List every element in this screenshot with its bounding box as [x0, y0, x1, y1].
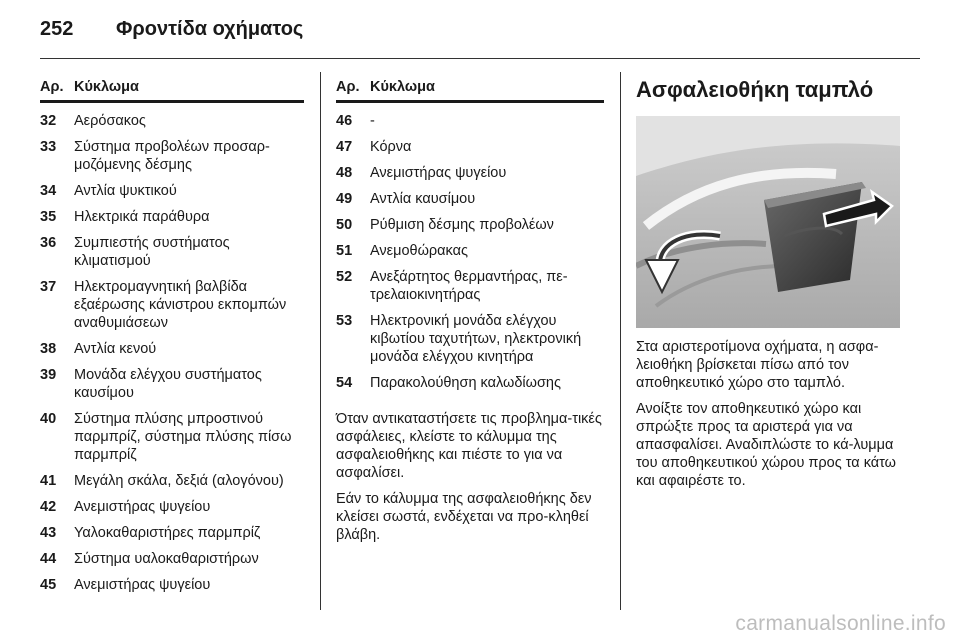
table-row: [336, 374, 604, 392]
watermark: carmanualsonline.info: [735, 612, 946, 635]
fuse-circuit: Αερόσακος: [74, 113, 146, 129]
fuse-number: 37: [40, 279, 57, 295]
column-right: [636, 78, 900, 498]
fuse-number: 48: [336, 165, 353, 181]
body-paragraph: Ανοίξτε τον αποθηκευτικό χώρο και σπρώξτε προς τα αριστερά για να απασφαλίσει. Αναδιπλώστε το κά-λυμμα του αποθηκευτικού χώρου προς τα κάτω και αφαιρέστε το.: [636, 401, 896, 489]
fuse-table-right: [336, 112, 604, 392]
fuse-circuit: Παρακολούθηση καλωδίωσης: [370, 375, 561, 391]
table-row: [40, 112, 304, 130]
table-row: [40, 410, 304, 464]
section-title: Ασφαλειοθήκη ταμπλό: [636, 77, 874, 102]
fuse-number: 53: [336, 313, 353, 329]
body-paragraph: Εάν το κάλυμμα της ασφαλειοθήκης δεν κλείσει σωστά, ενδέχεται να προ-κληθεί βλάβη.: [336, 491, 592, 543]
fuse-circuit: Ανεξάρτητος θερμαντήρας, πε-τρελαιοκινητήρας: [370, 269, 568, 303]
col-header-number: Αρ.: [40, 79, 64, 95]
fuse-table-header-right: [336, 78, 604, 103]
table-row: [40, 340, 304, 358]
fuse-circuit: Ανεμιστήρας ψυγείου: [74, 499, 211, 515]
fuse-circuit: -: [370, 113, 375, 129]
fuse-circuit: Συμπιεστής συστήματος κλιματισμού: [74, 235, 230, 269]
fuse-number: 43: [40, 525, 57, 541]
fuse-number: 35: [40, 209, 57, 225]
fuse-number: 52: [336, 269, 353, 285]
fuse-circuit: Ηλεκτρικά παράθυρα: [74, 209, 210, 225]
fuse-circuit: Σύστημα υαλοκαθαριστήρων: [74, 551, 259, 567]
table-row: [40, 472, 304, 490]
fuse-number: 33: [40, 139, 57, 155]
table-row: [40, 234, 304, 270]
fuse-number: 47: [336, 139, 353, 155]
header-divider: [40, 58, 920, 59]
fuse-circuit: Σύστημα προβολέων προσαρ-μοζόμενης δέσμης: [74, 139, 270, 173]
fuse-table-header-left: [40, 78, 304, 103]
table-row: [40, 576, 304, 594]
fuse-number: 42: [40, 499, 57, 515]
fuse-number: 39: [40, 367, 57, 383]
table-row: [336, 242, 604, 260]
fuse-number: 54: [336, 375, 353, 391]
fuse-number: 51: [336, 243, 353, 259]
fuse-box-photo: [636, 116, 900, 328]
table-row: [40, 138, 304, 174]
fuse-number: 34: [40, 183, 57, 199]
table-row: [40, 278, 304, 332]
fuse-circuit: Μεγάλη σκάλα, δεξιά (αλογόνου): [74, 473, 284, 489]
column-divider-2: [620, 72, 621, 610]
fuse-number: 46: [336, 113, 353, 129]
table-row: [336, 312, 604, 366]
fuse-number: 36: [40, 235, 57, 251]
body-paragraph: Στα αριστεροτίμονα οχήματα, η ασφα-λειοθήκη βρίσκεται πίσω από τον αποθηκευτικό χώρο στο ταμπλό.: [636, 339, 879, 391]
page-number: 252: [40, 18, 74, 40]
fuse-number: 40: [40, 411, 57, 427]
column-left: [40, 78, 304, 602]
fuse-circuit: Ανεμιστήρας ψυγείου: [370, 165, 507, 181]
fuse-number: 49: [336, 191, 353, 207]
table-row: [40, 550, 304, 568]
fuse-circuit: Υαλοκαθαριστήρες παρμπρίζ: [74, 525, 261, 541]
table-row: [336, 216, 604, 234]
fuse-circuit: Αντλία καυσίμου: [370, 191, 476, 207]
fuse-circuit: Σύστημα πλύσης μπροστινού παρμπρίζ, σύστημα πλύσης πίσω παρμπρίζ: [74, 411, 292, 463]
fuse-circuit: Ανεμοθώρακας: [370, 243, 469, 259]
fuse-number: 32: [40, 113, 57, 129]
table-row: [40, 182, 304, 200]
fuse-circuit: Ρύθμιση δέσμης προβολέων: [370, 217, 554, 233]
fuse-number: 44: [40, 551, 57, 567]
fuse-number: 41: [40, 473, 57, 489]
table-row: [336, 164, 604, 182]
fuse-circuit: Αντλία ψυκτικού: [74, 183, 177, 199]
col-header-number: Αρ.: [336, 79, 360, 95]
fuse-table-left: [40, 112, 304, 594]
fuse-number: 38: [40, 341, 57, 357]
page-title: Φροντίδα οχήματος: [116, 18, 304, 40]
table-row: [40, 366, 304, 402]
fuse-circuit: Κόρνα: [370, 139, 412, 155]
fuse-circuit: Ηλεκτρονική μονάδα ελέγχου κιβωτίου ταχυτήτων, ηλεκτρονική μονάδα ελέγχου κινητήρα: [370, 313, 582, 365]
column-middle: [336, 78, 604, 552]
col-header-circuit: Κύκλωμα: [370, 79, 435, 95]
fuse-circuit: Αντλία κενού: [74, 341, 157, 357]
table-row: [336, 138, 604, 156]
column-divider-1: [320, 72, 321, 610]
fuse-number: 50: [336, 217, 353, 233]
table-row: [40, 524, 304, 542]
table-row: [40, 208, 304, 226]
fuse-number: 45: [40, 577, 57, 593]
fuse-circuit: Ανεμιστήρας ψυγείου: [74, 577, 211, 593]
table-row: [336, 268, 604, 304]
fuse-circuit: Μονάδα ελέγχου συστήματος καυσίμου: [74, 367, 262, 401]
table-row: [40, 498, 304, 516]
table-row: [336, 190, 604, 208]
table-row: [336, 112, 604, 130]
body-paragraph: Όταν αντικαταστήσετε τις προβλημα-τικές ασφάλειες, κλείστε το κάλυμμα της ασφαλειοθήκης και πιέστε το για να ασφαλίσει.: [336, 411, 602, 481]
fuse-circuit: Ηλεκτρομαγνητική βαλβίδα εξαέρωσης κάνιστρου εκπομπών αναθυμιάσεων: [74, 279, 287, 331]
col-header-circuit: Κύκλωμα: [74, 79, 139, 95]
